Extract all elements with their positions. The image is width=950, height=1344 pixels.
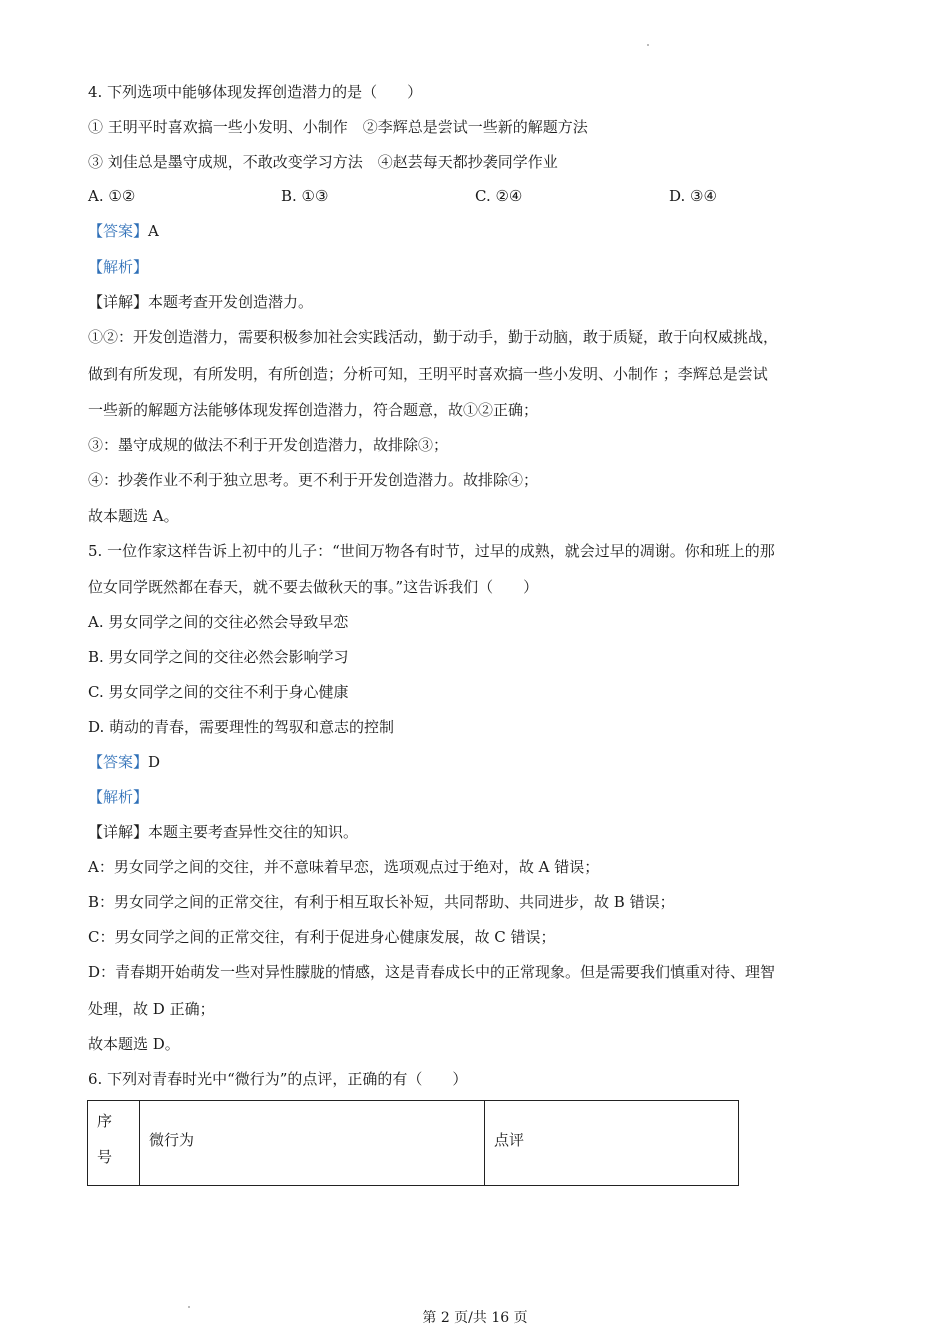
q5-answer [88, 752, 160, 772]
answer-tag: 【答案】 [88, 222, 149, 240]
q4-explanation-line: ①②：开发创造潜力，需要积极参加社会实践活动，勤于动手，勤于动脑，敢于质疑，敢于向权威挑战， [88, 328, 779, 346]
q4-explanation-line: 做到有所发现，有所发明，有所创造；分析可知，王明平时喜欢搞一些小发明、小制作 ；李辉总是尝试 [88, 365, 768, 383]
q4-detail: 【详解】本题考查开发创造潜力。 [88, 293, 314, 311]
header-comment: 点评 [485, 1101, 739, 1186]
q5-option-a: A. 男女同学之间的交往必然会导致早恋 [88, 613, 349, 631]
header-micro-behavior: 微行为 [140, 1101, 485, 1186]
q5-detail: 【详解】本题主要考查异性交往的知识。 [88, 823, 359, 841]
q4-option-a: A. ①② [88, 187, 136, 205]
q5-analysis-tag: 【解析】 [88, 788, 149, 806]
answer-tag: 【答案】 [88, 753, 149, 771]
q5-explanation-line: B：男女同学之间的正常交往，有利于相互取长补短，共同帮助、共同进步，故 B 错误； [88, 893, 675, 911]
q4-option-c: C. ②④ [475, 187, 523, 205]
q4-option-d: D. ③④ [669, 187, 717, 205]
q4-explanation-line: 一些新的解题方法能够体现发挥创造潜力，符合题意，故①②正确； [88, 401, 539, 419]
q6-stem: 6. 下列对青春时光中“微行为”的点评，正确的有（ ） [88, 1070, 468, 1088]
micro-behavior-table [87, 1100, 739, 1186]
scan-dot [647, 44, 649, 46]
q5-explanation-line: A：男女同学之间的交往，并不意味着早恋，选项观点过于绝对，故 A 错误； [88, 858, 600, 876]
table-header-row [88, 1101, 739, 1186]
header-index: 序号 [88, 1101, 140, 1186]
answer-value: A [148, 222, 159, 240]
q4-statements-1: ① 王明平时喜欢搞一些小发明、小制作 ②李辉总是尝试一些新的解题方法 [88, 118, 588, 136]
q5-stem-2: 位女同学既然都在春天，就不要去做秋天的事。”这告诉我们（ ） [88, 578, 539, 596]
q4-conclusion: 故本题选 A。 [88, 507, 179, 525]
q4-explanation-line: ③：墨守成规的做法不利于开发创造潜力，故排除③； [88, 436, 449, 454]
answer-value: D [148, 753, 161, 771]
q4-statements-2: ③ 刘佳总是墨守成规，不敢改变学习方法 ④赵芸每天都抄袭同学作业 [88, 153, 558, 171]
q4-analysis-tag: 【解析】 [88, 258, 149, 276]
q5-conclusion: 故本题选 D。 [88, 1035, 180, 1053]
page-footer: 第 2 页/共 16 页 [422, 1310, 528, 1326]
q5-explanation-line: D：青春期开始萌发一些对异性朦胧的情感，这是青春成长中的正常现象。但是需要我们慎重对待、理智 [88, 963, 776, 981]
q5-option-c: C. 男女同学之间的交往不利于身心健康 [88, 683, 349, 701]
q4-option-b: B. ①③ [281, 187, 329, 205]
q5-option-d: D. 萌动的青春，需要理性的驾驭和意志的控制 [88, 718, 395, 736]
q5-stem-1: 5. 一位作家这样告诉上初中的儿子：“世间万物各有时节，过早的成熟，就会过早的凋谢。你和班上的那 [88, 542, 775, 560]
q4-answer [88, 221, 159, 241]
q4-stem: 4. 下列选项中能够体现发挥创造潜力的是（ ） [88, 83, 423, 101]
q5-explanation-line: 处理，故 D 正确； [88, 1000, 215, 1018]
q5-option-b: B. 男女同学之间的交往必然会影响学习 [88, 648, 349, 666]
q4-explanation-line: ④：抄袭作业不利于独立思考。更不利于开发创造潜力。故排除④； [88, 471, 539, 489]
q5-explanation-line: C：男女同学之间的正常交往，有利于促进身心健康发展，故 C 错误； [88, 928, 556, 946]
